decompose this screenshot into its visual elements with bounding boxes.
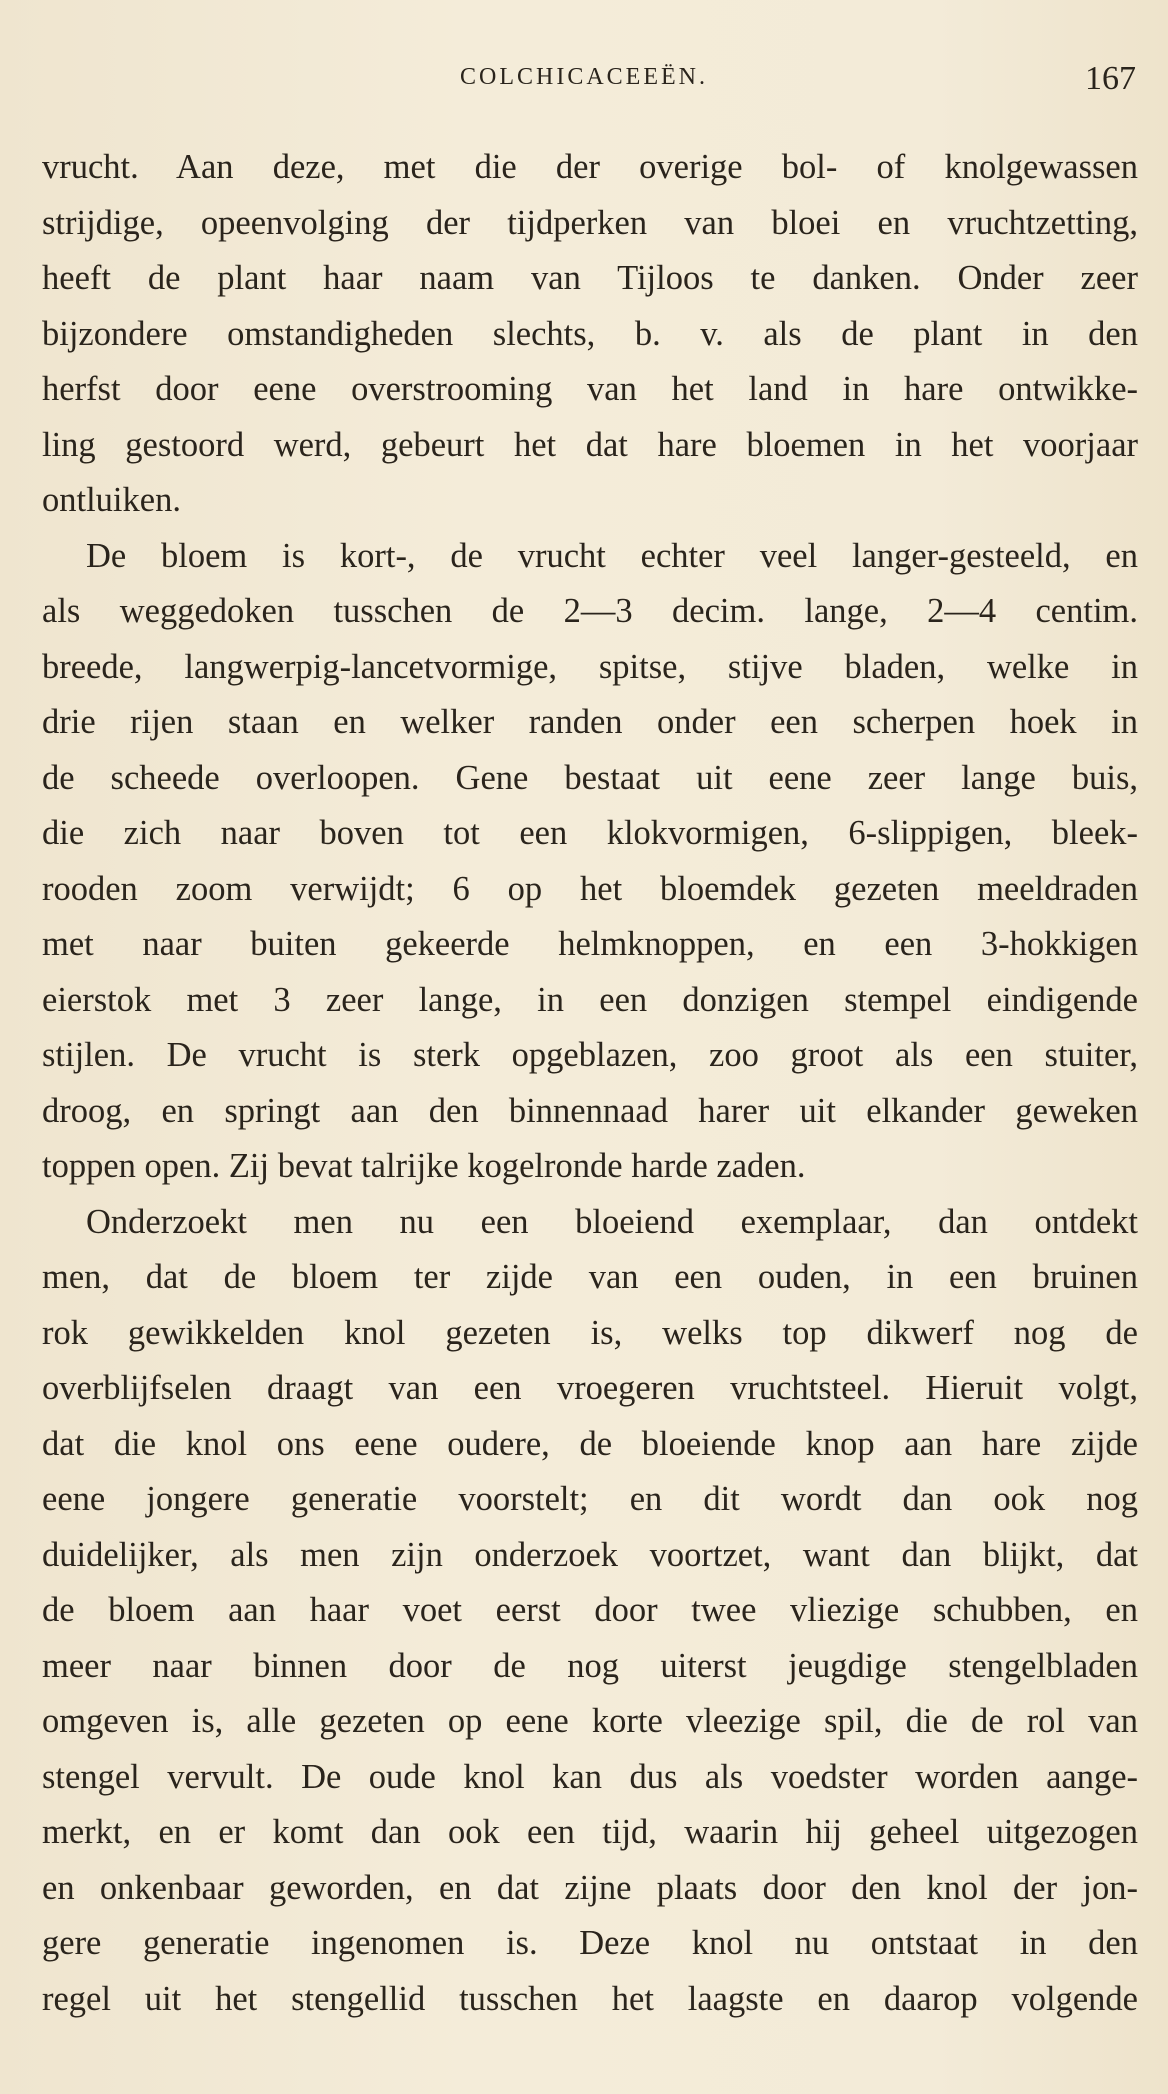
text-line: dat die knol ons eene oudere, de bloeiende knop aan hare zijde xyxy=(42,1424,1138,1463)
text-line: eierstok met 3 zeer lange, in een donzigen stempel eindigende xyxy=(42,980,1138,1019)
running-head: COLCHICACEEËN. xyxy=(460,64,708,90)
text-line: stijlen. De vrucht is sterk opgeblazen, zoo groot als een stuiter, xyxy=(42,1036,1138,1074)
page-number: 167 xyxy=(1085,60,1136,97)
text-line: Onderzoekt men nu een bloeiend exemplaar, dan ontdekt xyxy=(86,1202,1138,1241)
text-line: en onkenbaar geworden, en dat zijne plaats door den knol der jon- xyxy=(42,1868,1138,1907)
text-line: ling gestoord werd, gebeurt het dat hare bloemen in het voorjaar xyxy=(42,425,1138,464)
text-line: stengel vervult. De oude knol kan dus als voedster worden aange- xyxy=(42,1757,1138,1796)
paragraph-3 xyxy=(42,1195,1138,2028)
text-line: De bloem is kort-, de vrucht echter veel langer-gesteeld, en xyxy=(86,536,1138,575)
page-header xyxy=(0,60,1168,100)
text-line: overblijfselen draagt van een vroegeren vruchtsteel. Hieruit volgt, xyxy=(42,1369,1138,1407)
text-line: heeft de plant haar naam van Tijloos te danken. Onder zeer xyxy=(42,259,1138,297)
text-line: strijdige, opeenvolging der tijdperken van bloei en vruchtzetting, xyxy=(42,203,1138,242)
text-line: bijzondere omstandigheden slechts, b. v. als de plant in den xyxy=(42,314,1138,353)
text-line: herfst door eene overstrooming van het land in hare ontwikke- xyxy=(42,370,1138,408)
text-line: omgeven is, alle gezeten op eene korte vleezige spil, die de rol van xyxy=(42,1702,1138,1740)
text-line: regel uit het stengellid tusschen het laagste en daarop volgende xyxy=(42,1979,1138,2018)
text-line: de bloem aan haar voet eerst door twee vliezige schubben, en xyxy=(42,1591,1138,1629)
text-line: rok gewikkelden knol gezeten is, welks top dikwerf nog de xyxy=(42,1313,1138,1352)
text-line: met naar buiten gekeerde helmknoppen, en een 3-hokkigen xyxy=(42,925,1138,963)
text-line: meer naar binnen door de nog uiterst jeugdige stengelbladen xyxy=(42,1646,1138,1685)
text-line: vrucht. Aan deze, met die der overige bol- of knolgewassen xyxy=(42,148,1138,186)
text-line: droog, en springt aan den binnennaad harer uit elkander geweken xyxy=(42,1091,1138,1130)
text-line: ontluiken. xyxy=(42,481,181,519)
text-line: breede, langwerpig-lancetvormige, spitse, stijve bladen, welke in xyxy=(42,647,1138,686)
text-line: toppen open. Zij bevat talrijke kogelronde harde zaden. xyxy=(42,1147,806,1185)
text-line: eene jongere generatie voorstelt; en dit wordt dan ook nog xyxy=(42,1480,1138,1518)
text-line: rooden zoom verwijdt; 6 op het bloemdek gezeten meeldraden xyxy=(42,869,1138,908)
text-line: de scheede overloopen. Gene bestaat uit eene zeer lange buis, xyxy=(42,758,1138,797)
text-line: duidelijker, als men zijn onderzoek voortzet, want dan blijkt, dat xyxy=(42,1535,1138,1574)
paragraph-2 xyxy=(42,529,1138,1195)
text-line: als weggedoken tusschen de 2—3 decim. lange, 2—4 centim. xyxy=(42,592,1138,630)
body-text xyxy=(42,140,1138,2027)
text-line: die zich naar boven tot een klokvormigen, 6-slippigen, bleek- xyxy=(42,814,1138,852)
paragraph-1 xyxy=(42,140,1138,529)
text-line: merkt, en er komt dan ook een tijd, waarin hij geheel uitgezogen xyxy=(42,1813,1138,1851)
text-line: men, dat de bloem ter zijde van een ouden, in een bruinen xyxy=(42,1258,1138,1296)
text-line: gere generatie ingenomen is. Deze knol nu ontstaat in den xyxy=(42,1924,1138,1962)
text-line: drie rijen staan en welker randen onder een scherpen hoek in xyxy=(42,703,1138,741)
